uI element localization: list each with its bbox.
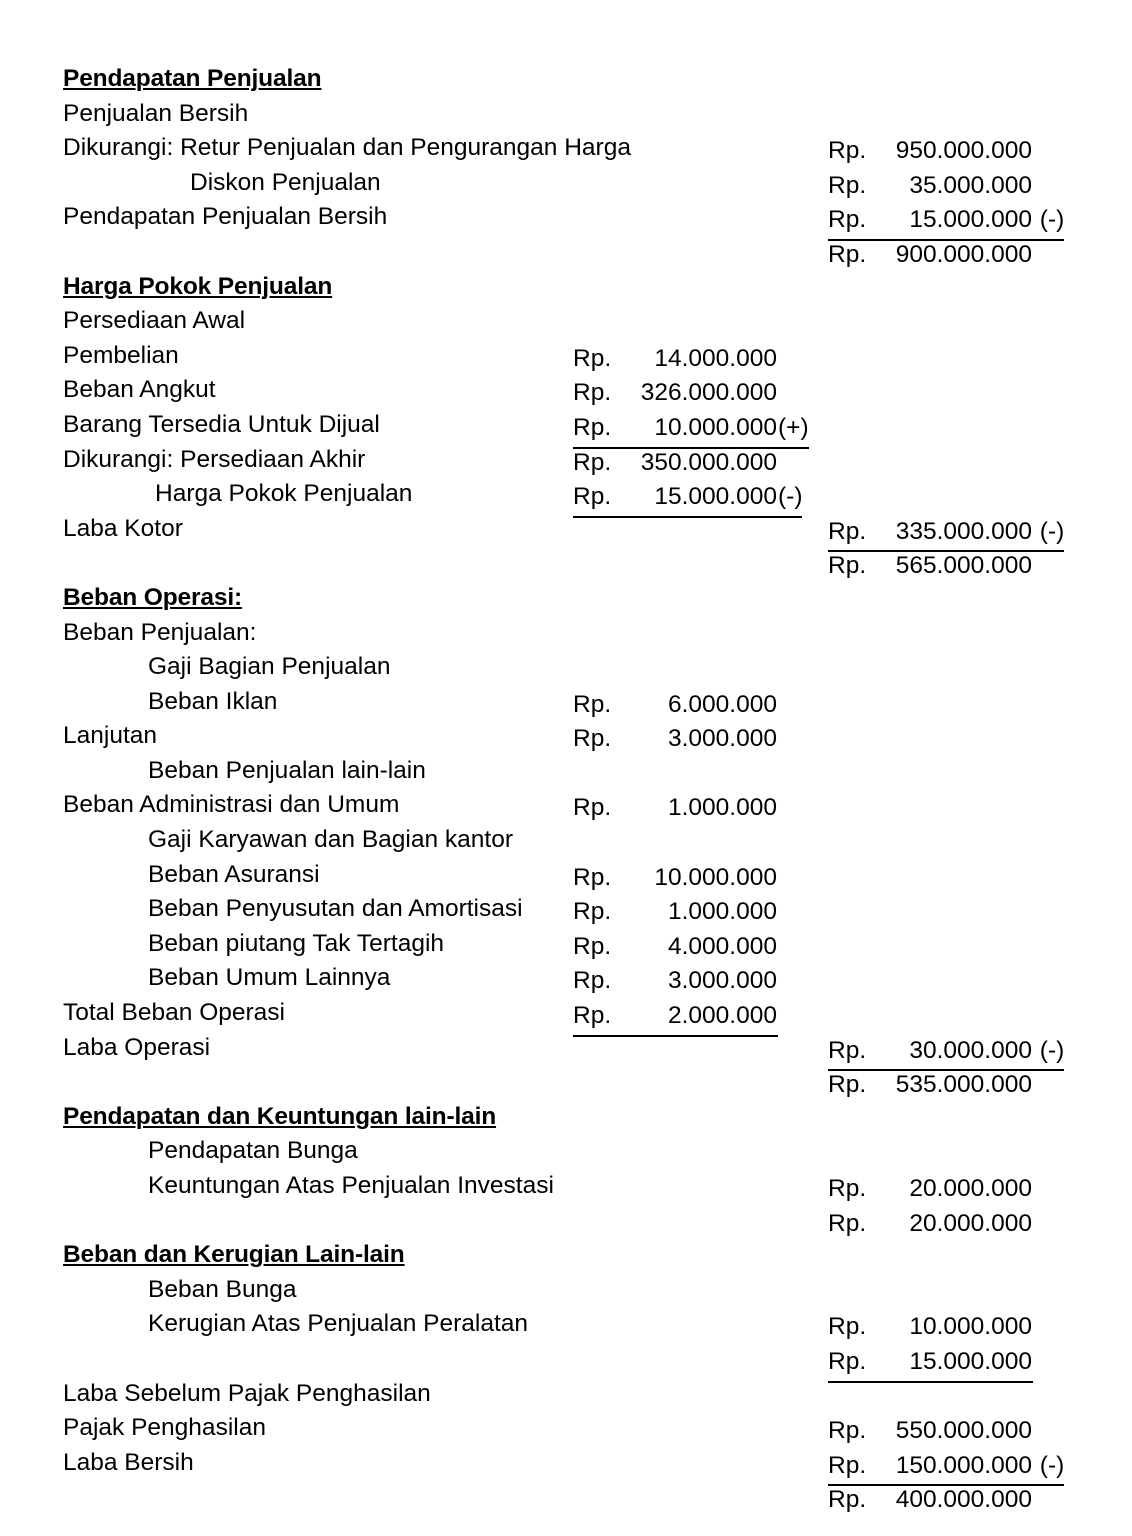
currency-prefix: Rp. <box>573 483 612 511</box>
section-heading-row <box>63 1238 1073 1273</box>
statement-row <box>63 1307 1073 1375</box>
row-label: Laba Kotor <box>63 514 183 542</box>
row-label: Keuntungan Atas Penjualan Investasi <box>148 1172 554 1199</box>
amount-value: 10.000.000 <box>654 863 777 891</box>
currency-prefix: Rp. <box>573 725 612 753</box>
row-label: Penjualan Bersih <box>63 99 249 127</box>
row-label: Barang Tersedia Untuk Dijual <box>63 410 380 438</box>
statement-row <box>63 1031 1073 1099</box>
row-label: Beban Bunga <box>148 1275 297 1303</box>
row-label: Diskon Penjualan <box>190 168 381 196</box>
currency-prefix: Rp. <box>828 1071 867 1099</box>
amount-value: 1.000.000 <box>668 898 777 926</box>
row-label: Harga Pokok Penjualan <box>155 480 413 508</box>
amount-suffix: (-) <box>1033 1036 1065 1064</box>
statement-row <box>63 616 1073 651</box>
currency-prefix: Rp. <box>828 137 867 165</box>
row-label: Beban Penjualan: <box>63 618 257 646</box>
row-label: Pajak Penghasilan <box>63 1414 266 1442</box>
section-heading: Harga Pokok Penjualan <box>63 272 333 300</box>
amount-value: 20.000.000 <box>909 1209 1032 1237</box>
statement-row <box>63 719 1073 754</box>
currency-prefix: Rp. <box>828 1036 867 1064</box>
amount-suffix: (-) <box>1033 1451 1065 1479</box>
amount-value: 150.000.000 <box>895 1451 1032 1479</box>
amount-value: 3.000.000 <box>668 725 777 753</box>
currency-prefix: Rp. <box>573 690 612 718</box>
amount-value: 14.000.000 <box>654 344 777 372</box>
row-label: Beban piutang Tak Tertagih <box>148 929 445 957</box>
row-label: Beban Asuransi <box>148 860 320 888</box>
statement-row <box>63 1377 1073 1445</box>
row-label: Beban Penjualan lain-lain <box>148 756 426 784</box>
currency-prefix: Rp. <box>828 1417 867 1445</box>
row-label: Beban Iklan <box>148 687 278 715</box>
currency-prefix: Rp. <box>828 1451 867 1479</box>
currency-prefix: Rp. <box>828 517 867 545</box>
amount-suffix: (-) <box>1033 517 1065 545</box>
row-label: Beban Administrasi dan Umum <box>63 791 400 819</box>
row-label: Laba Operasi <box>63 1033 211 1061</box>
currency-prefix: Rp. <box>828 1209 867 1237</box>
amount-suffix: (+) <box>778 413 809 441</box>
currency-prefix: Rp. <box>573 967 612 995</box>
amount-right <box>828 238 1033 273</box>
statement-row <box>63 1446 1073 1514</box>
row-label: Total Beban Operasi <box>63 999 285 1027</box>
amount-right <box>828 1068 1033 1103</box>
currency-prefix: Rp. <box>573 413 612 441</box>
amount-value: 3.000.000 <box>668 967 777 995</box>
section-heading-row <box>63 1100 1073 1135</box>
amount-value: 326.000.000 <box>640 379 777 407</box>
currency-prefix: Rp. <box>828 1347 867 1375</box>
amount-value: 535.000.000 <box>895 1071 1032 1099</box>
currency-prefix: Rp. <box>828 1313 867 1341</box>
currency-prefix: Rp. <box>828 171 867 199</box>
amount-right <box>828 549 1033 584</box>
row-label: Beban Angkut <box>63 376 216 404</box>
amount-right <box>828 1483 1033 1518</box>
amount-value: 350.000.000 <box>640 448 777 476</box>
amount-value: 4.000.000 <box>668 932 777 960</box>
currency-prefix: Rp. <box>573 1002 612 1030</box>
amount-value: 30.000.000 <box>909 1036 1032 1064</box>
currency-prefix: Rp. <box>828 240 867 268</box>
amount-value: 15.000.000 <box>909 1347 1032 1375</box>
amount-value: 335.000.000 <box>895 517 1032 545</box>
row-label: Laba Sebelum Pajak Penghasilan <box>63 1379 431 1407</box>
currency-prefix: Rp. <box>573 448 612 476</box>
amount-value: 1.000.000 <box>668 794 777 822</box>
statement-row <box>63 200 1073 268</box>
row-label: Beban Penyusutan dan Amortisasi <box>148 895 523 923</box>
currency-prefix: Rp. <box>828 206 867 234</box>
amount-value: 10.000.000 <box>654 413 777 441</box>
currency-prefix: Rp. <box>573 344 612 372</box>
row-label: Lanjutan <box>63 722 158 750</box>
statement-row <box>63 512 1073 580</box>
statement-row <box>63 1169 1073 1237</box>
row-label: Beban Umum Lainnya <box>148 964 391 992</box>
row-label: Pendapatan Penjualan Bersih <box>63 203 388 231</box>
section-heading: Pendapatan Penjualan <box>63 65 322 92</box>
section-heading-row <box>63 581 1073 616</box>
amount-value: 35.000.000 <box>909 171 1032 199</box>
section-heading-row <box>63 270 1073 305</box>
currency-prefix: Rp. <box>573 794 612 822</box>
amount-value: 10.000.000 <box>909 1313 1032 1341</box>
row-label: Laba Bersih <box>63 1448 194 1476</box>
amount-suffix: (-) <box>1033 206 1065 234</box>
row-label: Dikurangi: Persediaan Akhir <box>63 445 366 473</box>
row-label: Gaji Bagian Penjualan <box>148 653 391 681</box>
currency-prefix: Rp. <box>573 898 612 926</box>
amount-value: 2.000.000 <box>668 1002 777 1030</box>
amount-value: 15.000.000 <box>909 206 1032 234</box>
currency-prefix: Rp. <box>573 863 612 891</box>
currency-prefix: Rp. <box>828 1486 867 1514</box>
row-label: Pembelian <box>63 341 179 369</box>
row-label: Dikurangi: Retur Penjualan dan Pengurangan Harga <box>63 134 631 162</box>
statement-row <box>63 788 1073 823</box>
amount-value: 400.000.000 <box>895 1486 1032 1514</box>
amount-value: 950.000.000 <box>895 137 1032 165</box>
amount-value: 900.000.000 <box>895 240 1032 268</box>
row-label: Kerugian Atas Penjualan Peralatan <box>148 1310 529 1338</box>
row-label: Pendapatan Bunga <box>148 1137 358 1165</box>
amount-value: 565.000.000 <box>895 552 1032 580</box>
currency-prefix: Rp. <box>828 1175 867 1202</box>
currency-prefix: Rp. <box>828 552 867 580</box>
amount-value: 6.000.000 <box>668 690 777 718</box>
amount-right <box>828 1207 1033 1242</box>
row-label: Gaji Karyawan dan Bagian kantor <box>148 826 513 854</box>
income-statement-body <box>63 62 1073 1514</box>
amount-suffix: (-) <box>778 483 803 511</box>
row-label: Persediaan Awal <box>63 307 246 335</box>
amount-value: 15.000.000 <box>654 483 777 511</box>
section-heading: Beban dan Kerugian Lain-lain <box>63 1241 405 1269</box>
amount-value: 550.000.000 <box>895 1417 1032 1445</box>
section-heading: Beban Operasi: <box>63 583 242 611</box>
amount-value: 20.000.000 <box>909 1175 1032 1202</box>
currency-prefix: Rp. <box>573 932 612 960</box>
section-heading-row <box>63 62 1073 97</box>
section-heading: Pendapatan dan Keuntungan lain-lain <box>63 1102 497 1130</box>
currency-prefix: Rp. <box>573 379 612 407</box>
